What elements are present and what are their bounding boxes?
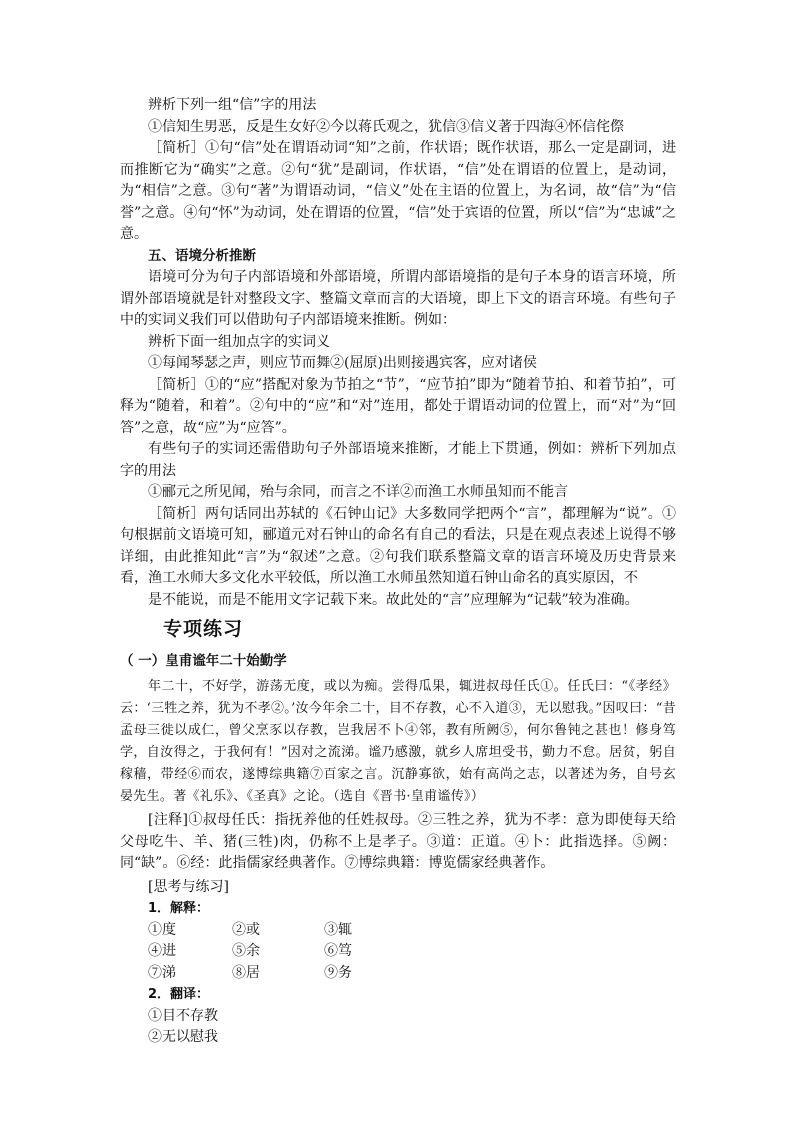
paragraph: 辨析下面一组加点字的实词义 <box>148 333 330 350</box>
classical-passage: 年二十，不好学，游荡无度，或以为痴。尝得瓜果，辄进叔母任氏①。任氏曰：“《孝经》云：‘三牲之养，犹为不孝②。’汝今年余二十，目不存教，心不入道③，无以慰我。”因叹曰：“昔孟母三徙以成仁，曾父烹豕以存教，岂我居不卜④邻，教有所阙⑤，何尔鲁钝之甚也！修身笃学，自汝得之，于我何有！”因对之流涕。谧乃感激，就乡人席坦受书，勤力不怠。居贫，躬自稼穑，带经⑥而农，遂博综典籍⑦百家之言。沉静寡欲，始有高尚之志，以著述为务，自号玄晏先生。著《礼乐》、《圣真》之论。（选自《晋书·皇甫谧传》） <box>120 679 676 804</box>
question-2-title: 2．翻译： <box>148 987 210 1002</box>
paragraph: 语境可分为句子内部语境和外部语境，所谓内部语境指的是句子本身的语言环境，所谓外部语境就是针对整段文字、整篇文章而言的大语境，即上下文的语言环境。有些句子中的实词义我们可以借助句子内部语境来推断。例如： <box>120 269 676 328</box>
section-heading: 五、语境分析推断 <box>148 247 256 264</box>
analysis-paragraph: ［简析］①句“信”处在谓语动词“知”之前，作状语；既作状语，那么一定是副词，进而推断它为“确实”之意。②句“犹”是副词，作状语，“信”处在谓语的位置上，是动词，为“相信”之意。③句“著”为谓语动词，“信义”处在主语的位置上，为名词，故“信”为“信誉”之意。④句“怀”为动词，处在谓语的位置，“信”处于宾语的位置，所以“信”为“忠诚”之意。 <box>120 140 676 242</box>
vocab-item: ⑥笃 <box>324 943 352 959</box>
vocab-item: ②或 <box>232 921 260 938</box>
annotation: [注释]①叔母任氏：指抚养他的任姓叔母。②三牲之养，犹为不孝：意为即使每天给父母吃牛、羊、猪(三牲)肉，仍称不上是孝子。③道：正道。④卜：此指选择。⑤阙：同“缺”。⑥经：此指儒家经典著作。⑦博综典籍：博览儒家经典著作。 <box>120 812 676 871</box>
analysis-paragraph: ［简析］两句话同出苏轼的《石钟山记》大多数同学把两个“言”，都理解为“说”。①句根据前文语境可知，郦道元对石钟山的命名有自己的看法，只是在观点表述上说得不够详细，由此推知此“言”为“叙述”之意。②句我们联系整篇文章的语言环境及历史背景来看，渔工水师大多文化水平较低，所以渔工水师虽然知道石钟山命名的真实原因，不 <box>120 505 676 586</box>
question-1-title: 1．解释： <box>148 901 210 916</box>
analysis-paragraph: ［简析］①的“应”搭配对象为节拍之“节”，“应节拍”即为“随着节拍、和着节拍”，可释为“随着，和着”。②句中的“应”和“对”连用，都处于谓语动词的位置上，而“对”为“回答”之意，故“应”为“应答”。 <box>120 376 676 436</box>
practice-section-title: 专项练习 <box>163 618 244 640</box>
vocab-row <box>148 941 676 963</box>
translation-item: ①目不存教 <box>148 1007 218 1024</box>
vocab-item: ⑨务 <box>324 964 352 981</box>
translation-item: ②无以慰我 <box>148 1029 218 1045</box>
example-sentences: ①每闻琴瑟之声，则应节而舞②(屈原)出则接遇宾客，应对诸侯 <box>148 355 537 371</box>
example-sentences: ①信知生男恶，反是生女好②今以蒋氏观之，犹信③信义著于四海④怀信侘傺 <box>148 118 624 135</box>
vocab-item: ⑤余 <box>232 943 260 959</box>
vocab-item: ⑦涕 <box>148 964 176 981</box>
paragraph: 有些句子的实词还需借助句子外部语境来推断，才能上下贯通，例如：辨析下列加点字的用法 <box>120 441 676 479</box>
vocab-row <box>148 920 676 942</box>
example-sentences: ①郦元之所见闻，殆与余同，而言之不详②而渔工水师虽知而不能言 <box>148 484 568 500</box>
vocab-item: ①度 <box>148 921 176 938</box>
paragraph: 辨析下列一组“信”字的用法 <box>148 97 317 113</box>
vocab-item: ③辄 <box>324 921 352 938</box>
vocab-item: ④进 <box>148 943 176 959</box>
vocab-row <box>148 963 676 985</box>
exercise-label: [思考与练习] <box>148 878 229 895</box>
passage-title: （ 一）皇甫谧年二十始勤学 <box>120 652 287 669</box>
vocab-item: ⑧居 <box>232 964 260 981</box>
document-body <box>120 95 676 1049</box>
paragraph-continuation: 是不能说，而是不能用文字记载下来。故此处的“言”应理解为“记载”较为准确。 <box>148 591 639 608</box>
